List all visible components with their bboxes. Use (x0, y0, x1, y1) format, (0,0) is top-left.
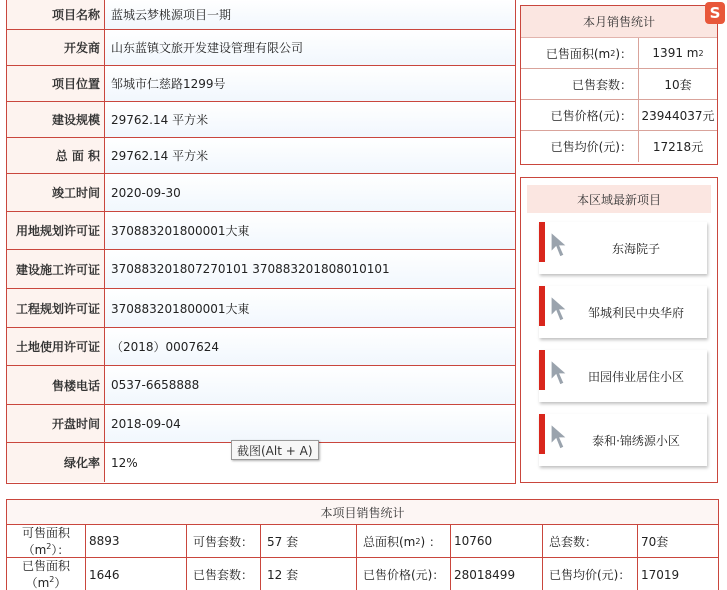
info-row (7, 212, 515, 250)
region-project-name: 东海院子 (611, 241, 660, 256)
monthly-sold-count-label: 已售套数： (521, 69, 639, 99)
info-row-value: 山东蓝镇文旅开发建设管理有限公司 (105, 30, 515, 65)
project-marker-bar (539, 414, 545, 454)
monthly-sold-area-value: 1391 m 2 (652, 46, 704, 60)
available-area-value: 8893 (86, 525, 187, 557)
monthly-sold-price-value: 23944037元 (641, 108, 715, 123)
region-project-link[interactable] (539, 414, 707, 466)
total-count-label: 总套数： (543, 525, 638, 557)
monthly-avg-price-row (521, 131, 717, 162)
info-row (7, 250, 515, 289)
project-sales-row-available (7, 525, 718, 558)
monthly-sales-panel (520, 5, 718, 165)
info-row-label: 建设施工许可证 (7, 250, 105, 288)
cursor-arrow-icon (549, 294, 571, 324)
project-marker-bar (539, 286, 545, 326)
available-count-value: 57 套 (261, 525, 357, 557)
monthly-sold-count-row (521, 69, 717, 100)
info-row-label: 开盘时间 (7, 405, 105, 442)
monthly-sold-count-value: 10套 (664, 77, 692, 92)
info-row-value: 370883201807270101 370883201808010101 (105, 250, 515, 288)
info-row-label: 总 面 积 (7, 138, 105, 173)
region-project-name: 田园伟业居住小区 (587, 369, 684, 384)
info-row (7, 328, 515, 366)
info-row-label: 工程规划许可证 (7, 289, 105, 327)
project-sales-table (6, 499, 719, 590)
region-project-link[interactable] (539, 222, 707, 274)
info-row-value: 370883201800001大東 (105, 212, 515, 249)
info-row-label: 土地使用许可证 (7, 328, 105, 365)
available-area-label: 可售面积 $(m^2)$： (7, 525, 86, 557)
sogou-logo-icon[interactable]: S (705, 2, 725, 24)
project-sales-title: 本项目销售统计 (7, 500, 718, 525)
total-area-label: 总面积(m 2 ) ： (357, 525, 451, 557)
sold-avg-price-value: 17019 (641, 567, 680, 582)
total-count-value: 70套 (641, 534, 669, 549)
info-row-label: 项目位置 (7, 66, 105, 101)
project-sales-row-sold (7, 558, 718, 590)
monthly-avg-price-label: 已售均价(元)： (521, 131, 639, 162)
info-row-value: 12% (105, 443, 515, 482)
region-project-link[interactable] (539, 286, 707, 338)
info-row (7, 289, 515, 328)
info-row-label: 建设规模 (7, 102, 105, 137)
info-row-label: 用地规划许可证 (7, 212, 105, 249)
info-row-value: 29762.14 平方米 (105, 138, 515, 173)
region-projects-panel (520, 177, 718, 483)
info-row (7, 66, 515, 102)
info-row-value: （2018）0007624 (105, 328, 515, 365)
info-row-label: 项目名称 (7, 0, 105, 29)
info-row (7, 102, 515, 138)
region-project-link[interactable] (539, 350, 707, 402)
cursor-arrow-icon (549, 422, 571, 452)
monthly-sold-price-row (521, 100, 717, 131)
region-projects-title: 本区域最新项目 (527, 185, 711, 213)
info-row-label: 竣工时间 (7, 174, 105, 211)
monthly-sales-title: 本月销售统计 (521, 6, 717, 38)
sold-count-label: 已售套数： (187, 558, 261, 590)
region-project-name: 泰和·锦绣源小区 (592, 433, 680, 448)
project-marker-bar (539, 222, 545, 262)
info-row-label: 开发商 (7, 30, 105, 65)
monthly-sold-area-row (521, 38, 717, 69)
sold-area-label: 已售面积 $(m^2)$ (7, 558, 86, 590)
sold-avg-price-label: 已售均价(元)： (543, 558, 638, 590)
info-row (7, 30, 515, 66)
info-row-value: 蓝城云梦桃源项目一期 (105, 0, 515, 29)
info-row-value: 370883201800001大東 (105, 289, 515, 327)
info-row-label: 售楼电话 (7, 366, 105, 404)
info-row (7, 0, 515, 30)
sold-price-value: 28018499 (451, 558, 543, 590)
info-row (7, 174, 515, 212)
region-project-name: 邹城利民中央华府 (587, 305, 684, 320)
sold-area-value: 1646 (86, 558, 187, 590)
info-row-value: 邹城市仁慈路1299号 (105, 66, 515, 101)
sold-count-value: 12 套 (261, 558, 357, 590)
cursor-arrow-icon (549, 230, 571, 260)
cursor-arrow-icon (549, 358, 571, 388)
monthly-avg-price-value: 17218元 (652, 140, 704, 154)
project-marker-bar (539, 350, 545, 390)
info-row-value: 2018-09-04 (105, 405, 515, 442)
total-area-value: 10760 (451, 525, 543, 557)
monthly-sold-price-label: 已售价格(元)： (521, 100, 639, 130)
info-row-value: 0537-6658888 (105, 366, 515, 404)
info-row-value: 29762.14 平方米 (105, 102, 515, 137)
screenshot-tooltip: 截图(Alt + A) (231, 440, 319, 460)
info-row (7, 138, 515, 174)
project-info-table (6, 0, 516, 484)
info-row-label: 绿化率 (7, 443, 105, 482)
monthly-sold-area-label: 已售面积(m 2 )： (521, 38, 639, 68)
info-row (7, 366, 515, 405)
info-row (7, 405, 515, 443)
info-row-value: 2020-09-30 (105, 174, 515, 211)
available-count-label: 可售套数： (187, 525, 261, 557)
sold-price-label: 已售价格(元)： (357, 558, 451, 590)
